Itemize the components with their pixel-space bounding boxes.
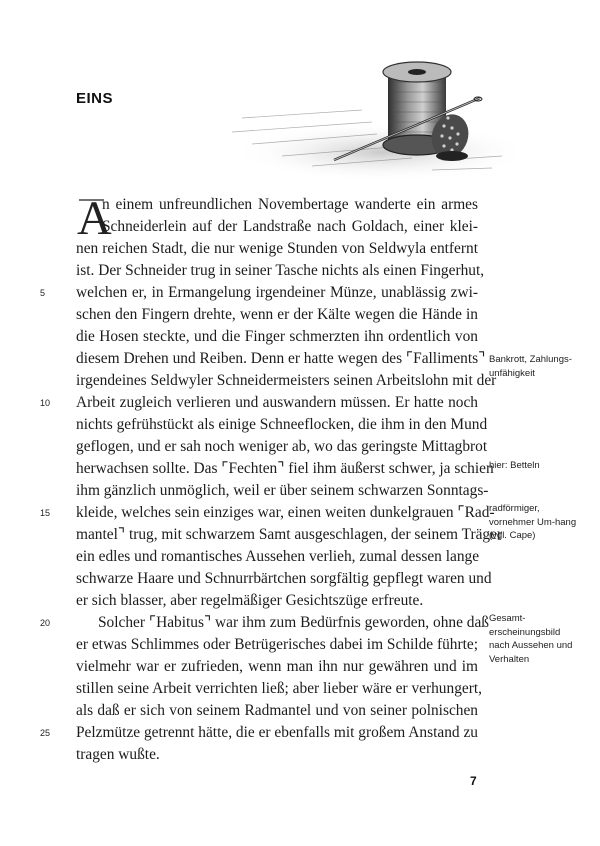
margin-gloss: Gesamt-erscheinungsbild nach Aussehen und Verhalten: [489, 613, 573, 665]
text-line: er etwas Schlimmes oder Betrügerisches dabei im Schilde führte;: [76, 636, 478, 653]
text-line: nichts gefrühstückt als einige Schneeflocken, die ihm in den Mund: [76, 416, 488, 433]
text-line: Pelzmütze getrennt hätte, die er ebenfalls mit großem Anstand zu: [76, 724, 478, 741]
svg-text:A: A: [77, 192, 112, 245]
text-line: herwachsen sollte. Das ⌜Fechten⌝ fiel ihm äußerst schwer, ja schien: [76, 460, 494, 477]
text-line: kleide, welches sein einziges war, einen weiten dunkelgrauen ⌜Rad-: [76, 504, 495, 521]
text-line: die Hosen steckte, und die Finger schmerzten ihn ordentlich von: [76, 328, 478, 345]
line-number: 25: [40, 728, 51, 738]
margin-gloss: radförmiger, vornehmer Um-hang (vgl. Cape): [489, 503, 577, 541]
text-line: schwarze Haare und Schnurrbärtchen sorgfältig gepflegt waren und: [76, 570, 492, 587]
line-number: 20: [40, 618, 51, 628]
text-line: Arbeit zugleich verlieren und auswandern müssen. Er hatte noch: [76, 394, 478, 411]
text-line: ist. Der Schneider trug in seiner Tasche nichts als einen Fingerhut,: [76, 262, 485, 279]
text-line: irgendeines Seldwyler Schneidermeisters seinen Arbeitslohn mit der: [76, 372, 497, 389]
line-number: 5: [40, 288, 46, 298]
text-line: als daß er sich von seinem Radmantel und von seiner polnischen: [76, 702, 478, 719]
text-line: schen den Fingern drehte, wenn er der Kälte wegen die Hände in: [76, 306, 478, 323]
text-line: vielmehr war er zufrieden, wenn man ihn nur gewähren und im: [76, 658, 478, 675]
text-line: tragen wußte.: [76, 746, 160, 763]
text-line: Solcher ⌜Habitus⌝ war ihm zum Bedürfnis geworden, ohne daß: [98, 614, 489, 631]
text-line: diesem Drehen und Reiben. Denn er hatte wegen des ⌜Falliments⌝: [76, 350, 486, 367]
text-line: er sich blasser, aber regelmäßiger Gesichtszüge erfreute.: [76, 592, 424, 609]
page-number: 7: [470, 774, 477, 788]
text-line: welchen er, in Ermangelung irgendeiner Münze, unablässig zwi-: [76, 284, 478, 301]
margin-gloss: Bankrott, Zahlungs-unfähigkeit: [489, 354, 572, 379]
chapter-heading: EINS: [76, 90, 114, 107]
text-line: mantel⌝ trug, mit schwarzem Samt ausgeschlagen, der seinem Träger: [76, 526, 503, 543]
text-line: stillen seine Arbeit verrichten ließ; aber lieber wäre er verhungert,: [76, 680, 482, 697]
text-line: ihm gänzlich unmöglich, weil er über seinem schwarzen Sonntags-: [76, 482, 489, 499]
thimble-and-needle-icon: [212, 48, 508, 188]
text-line: geflogen, und er sah noch weniger ab, wo das geringste Mittagbrot: [76, 438, 488, 455]
margin-gloss: hier: Betteln: [489, 460, 540, 471]
line-number: 15: [40, 508, 51, 518]
text-line: n einem unfreundlichen Novembertage wanderte ein armes: [102, 196, 478, 213]
line-number: 10: [40, 398, 51, 408]
text-line: ein edles und romantisches Aussehen verlieh, zumal dessen lange: [76, 548, 480, 565]
text-line: nen reichen Stadt, die nur wenige Stunden von Seldwyla entfernt: [76, 240, 478, 257]
text-line: Schneiderlein auf der Landstraße nach Goldach, einer klei-: [102, 218, 478, 235]
